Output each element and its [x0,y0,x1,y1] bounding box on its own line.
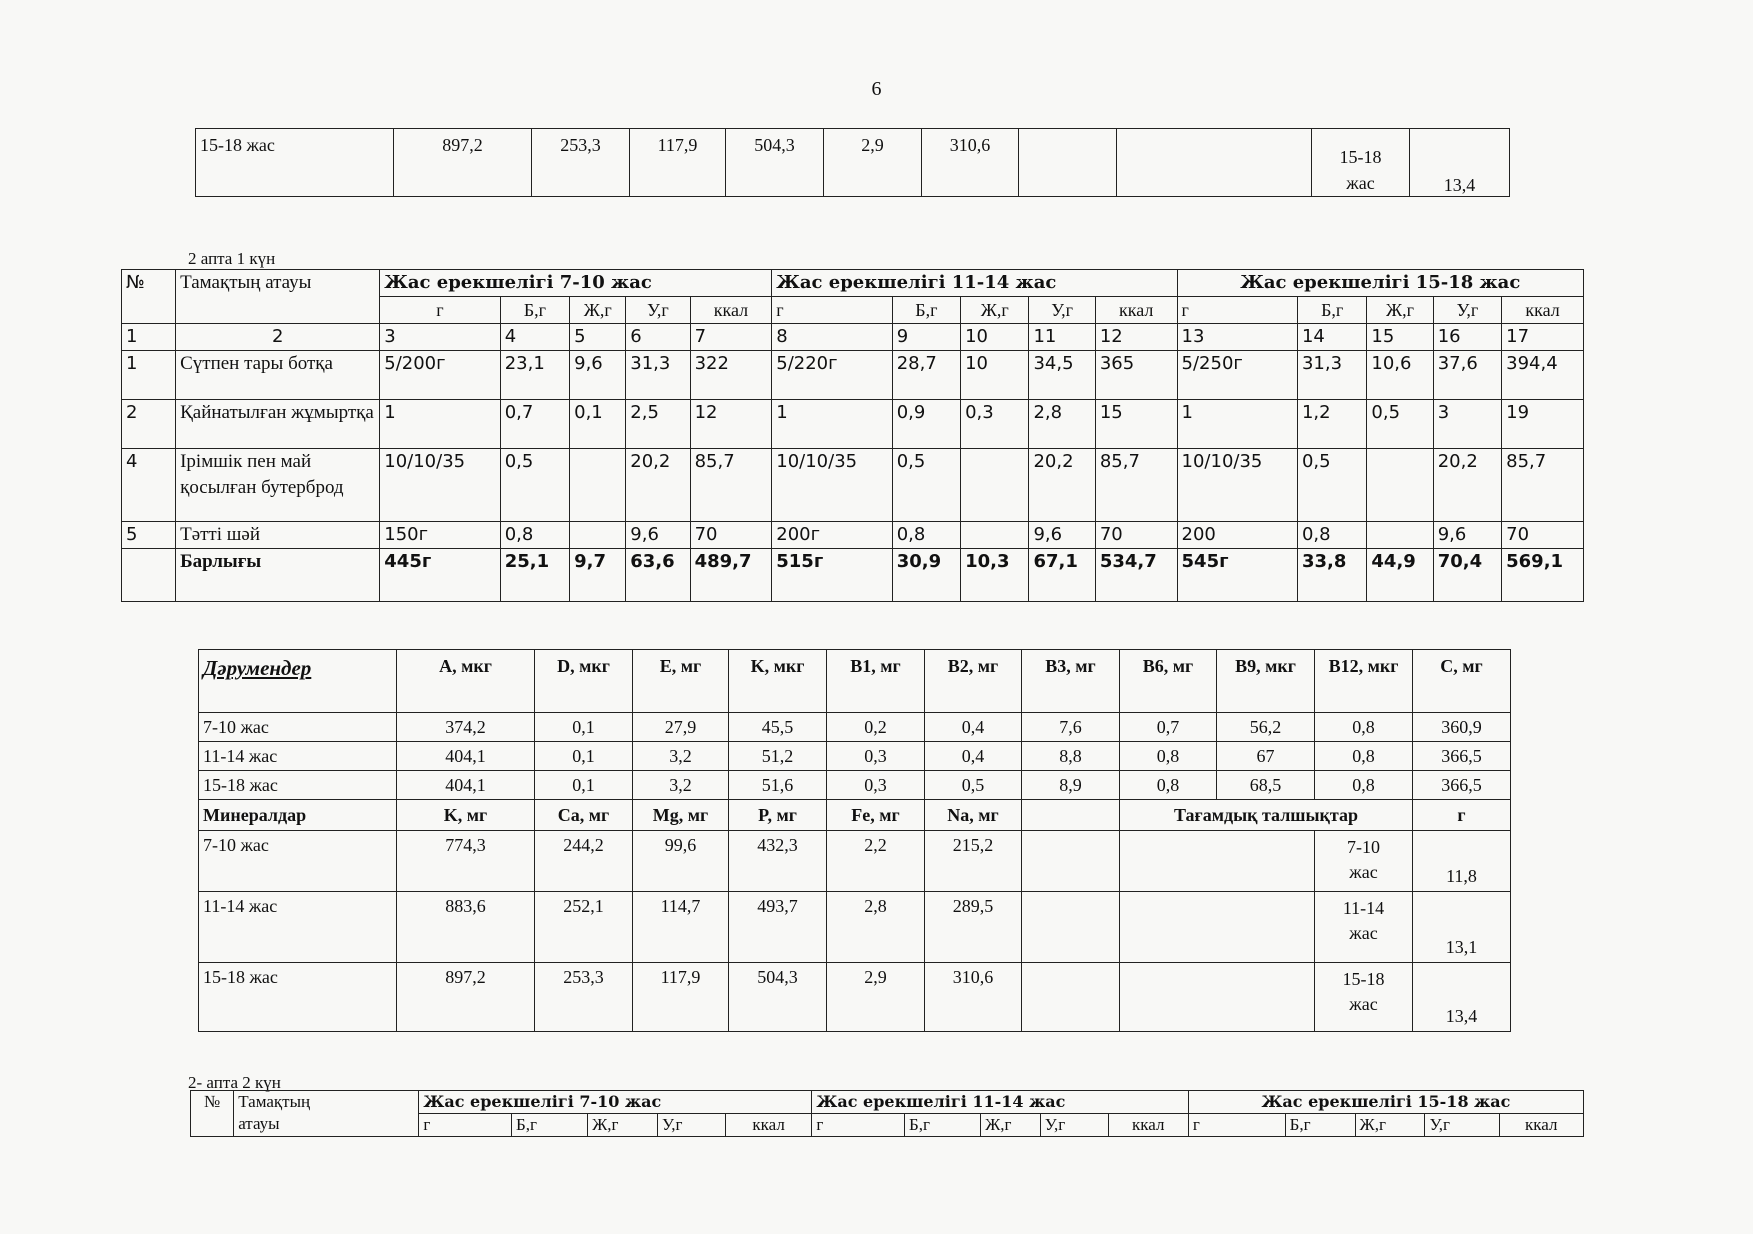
nutrient-cell: 5/200г [380,351,500,400]
empty-cell [1120,963,1315,1032]
vitamin-value: 7,6 [1022,713,1120,742]
total-cell: 569,1 [1502,549,1584,602]
nutrient-cell: 23,1 [500,351,569,400]
vitamin-value: 0,1 [535,713,633,742]
vitamin-value: 0,4 [925,742,1022,771]
vitamin-value: 0,1 [535,771,633,800]
vitamin-value: 0,3 [827,742,925,771]
subheader: Ж,г [1355,1114,1425,1137]
col-no-header: № [122,270,176,324]
vitamin-value: 3,2 [633,742,729,771]
group-header-15-18: Жас ерекшелігі 15-18 жас [1177,270,1583,297]
subheader: У,г [1433,297,1501,324]
age-cell: 15-18 жас [199,771,397,800]
vitamins-minerals-table [198,649,1511,1032]
subheader: Б,г [1297,297,1366,324]
mineral-value: 244,2 [535,831,633,892]
nutrient-cell: 10/10/35 [1177,449,1297,522]
mineral-value: 117,9 [633,963,729,1032]
empty-cell [1117,129,1312,197]
mineral-value: 504,3 [729,963,827,1032]
total-cell: 534,7 [1095,549,1177,602]
vitamin-header: A, мкг [397,650,535,713]
col-number: 6 [626,324,690,351]
nutrient-cell: 1 [1177,400,1297,449]
group-header-11-14: Жас ерекшелігі 11-14 жас [772,270,1177,297]
col-number: 17 [1502,324,1584,351]
value-cell: 2,9 [824,129,922,197]
next-table-caption: 2- апта 2 күн [188,1073,281,1092]
nutrient-cell: 12 [690,400,772,449]
subheader: Б,г [904,1114,980,1137]
mineral-header: K, мг [397,800,535,831]
subheader: Ж,г [588,1114,658,1137]
vitamin-row [199,742,1511,771]
fiber-age-line: жас [1349,923,1378,943]
total-cell: 63,6 [626,549,690,602]
age-cell: 11-14 жас [199,892,397,963]
value-cell: 253,3 [532,129,630,197]
value-cell: 117,9 [630,129,726,197]
subheader: г [419,1114,512,1137]
vitamin-value: 56,2 [1217,713,1315,742]
col-no-header: № [191,1091,234,1137]
top-fragment-row [196,129,1510,197]
fiber-value-cell: 13,4 [1410,129,1510,197]
nutrient-cell: 10,6 [1367,351,1433,400]
nutrient-cell: 85,7 [690,449,772,522]
nutrient-cell: 85,7 [1502,449,1584,522]
vitamin-value: 0,1 [535,742,633,771]
subheader: Ж,г [961,297,1029,324]
nutrient-cell: 1,2 [1297,400,1366,449]
nutrient-cell: 0,5 [1297,449,1366,522]
empty-cell [1120,892,1315,963]
row-number: 5 [122,522,176,549]
col-number: 15 [1367,324,1433,351]
fiber-age-cell [1315,831,1413,892]
col-number: 8 [772,324,892,351]
age-cell: 7-10 жас [199,831,397,892]
nutrient-cell: 20,2 [1433,449,1501,522]
nutrient-cell: 365 [1095,351,1177,400]
subheader: Ж,г [570,297,626,324]
subheader: Ж,г [981,1114,1041,1137]
nutrient-cell: 0,7 [500,400,569,449]
nutrient-cell: 394,4 [1502,351,1584,400]
row-number: 2 [122,400,176,449]
nutrient-cell [1367,522,1433,549]
nutrient-cell: 9,6 [570,351,626,400]
group-header-11-14: Жас ерекшелігі 11-14 жас [812,1091,1188,1114]
vitamin-value: 366,5 [1413,771,1511,800]
subheader: ккал [1108,1114,1188,1137]
total-cell: 30,9 [892,549,960,602]
fiber-unit-header: г [1413,800,1511,831]
nutrient-cell [1367,449,1433,522]
page-number: 6 [871,78,882,100]
nutrient-cell: 3 [1433,400,1501,449]
subheader: г [1177,297,1297,324]
nutrient-cell: 1 [772,400,892,449]
value-cell: 504,3 [726,129,824,197]
dish-name: Ірімшік пен май қосылған бутерброд [176,449,380,522]
col-number: 2 [176,324,380,351]
vitamin-header: K, мкг [729,650,827,713]
empty-cell [1120,831,1315,892]
vitamin-value: 67 [1217,742,1315,771]
nutrient-cell: 70 [1095,522,1177,549]
col-number: 10 [961,324,1029,351]
subheader: У,г [1040,1114,1108,1137]
vitamin-value: 404,1 [397,742,535,771]
vitamin-value: 0,8 [1120,771,1217,800]
vitamins-header-row [199,650,1511,713]
subheader: г [380,297,500,324]
nutrient-cell: 2,5 [626,400,690,449]
mineral-row [199,831,1511,892]
meal-total-row [122,549,1584,602]
vitamin-value: 45,5 [729,713,827,742]
mineral-header: Fe, мг [827,800,925,831]
subheader: У,г [658,1114,726,1137]
top-fragment-table [195,128,1510,197]
nutrient-cell: 0,5 [892,449,960,522]
meal-row [122,522,1584,549]
col-number: 5 [570,324,626,351]
nutrient-cell [570,449,626,522]
mineral-value: 2,8 [827,892,925,963]
vitamin-value: 27,9 [633,713,729,742]
vitamin-value: 8,8 [1022,742,1120,771]
mineral-row [199,892,1511,963]
next-meal-table [190,1090,1584,1137]
vitamin-row [199,771,1511,800]
nutrient-cell: 9,6 [626,522,690,549]
col-number: 3 [380,324,500,351]
subheader: г [772,297,892,324]
nutrient-cell: 70 [1502,522,1584,549]
mineral-value: 493,7 [729,892,827,963]
nutrient-cell: 20,2 [1029,449,1095,522]
empty-cell [1022,963,1120,1032]
mineral-row [199,963,1511,1032]
nutrient-cell: 15 [1095,400,1177,449]
group-header-7-10: Жас ерекшелігі 7-10 жас [419,1091,812,1114]
meal-table [121,269,1584,602]
vitamins-title-text: Дәрумендер [203,656,312,680]
subheader: ккал [690,297,772,324]
nutrient-cell: 0,8 [892,522,960,549]
col-number: 9 [892,324,960,351]
vitamin-header: E, мг [633,650,729,713]
total-label: Барлығы [176,549,380,602]
vitamin-rows [199,713,1511,800]
fiber-value: 11,8 [1413,831,1511,892]
fiber-age-line: жас [1349,994,1378,1014]
vitamin-header: C, мг [1413,650,1511,713]
vitamin-value: 51,6 [729,771,827,800]
mineral-value: 289,5 [925,892,1022,963]
col-name-header: Тамақтың атауы [176,270,380,324]
vitamin-value: 0,4 [925,713,1022,742]
subheader: Б,г [1285,1114,1355,1137]
column-number-row [122,324,1584,351]
empty-cell [1022,800,1120,831]
meal-row [122,351,1584,400]
mineral-value: 2,9 [827,963,925,1032]
nutrient-cell: 31,3 [626,351,690,400]
nutrient-cell: 0,5 [500,449,569,522]
nutrient-cell: 0,8 [500,522,569,549]
col-name-line: атауы [238,1114,280,1133]
total-cell: 25,1 [500,549,569,602]
subheader: ккал [1499,1114,1583,1137]
total-cell: 489,7 [690,549,772,602]
subheader: ккал [725,1114,811,1137]
nutrient-cell: 70 [690,522,772,549]
vitamin-header: B3, мг [1022,650,1120,713]
dish-name: Тәтті шәй [176,522,380,549]
vitamin-value: 366,5 [1413,742,1511,771]
mineral-value: 252,1 [535,892,633,963]
vitamin-value: 51,2 [729,742,827,771]
nutrient-cell: 0,5 [1367,400,1433,449]
fiber-header: Тағамдық талшықтар [1120,800,1413,831]
group-header-15-18: Жас ерекшелігі 15-18 жас [1188,1091,1583,1114]
nutrient-cell: 1 [380,400,500,449]
next-header-row [191,1091,1584,1114]
subheader: У,г [626,297,690,324]
mineral-value: 114,7 [633,892,729,963]
nutrient-cell: 19 [1502,400,1584,449]
total-cell: 10,3 [961,549,1029,602]
vitamin-value: 0,8 [1315,713,1413,742]
subheader: Ж,г [1367,297,1433,324]
col-number: 1 [122,324,176,351]
nutrient-cell: 5/220г [772,351,892,400]
col-name-line: Тамақтың [238,1092,311,1111]
nutrient-cell: 10/10/35 [380,449,500,522]
fiber-age-line: жас [1349,862,1378,882]
mineral-value: 253,3 [535,963,633,1032]
nutrient-cell: 9,6 [1433,522,1501,549]
total-cell: 33,8 [1297,549,1366,602]
mineral-rows [199,831,1511,1032]
vitamins-title [199,650,397,713]
vitamin-header: B12, мкг [1315,650,1413,713]
col-name-header [234,1091,419,1137]
meal-row [122,449,1584,522]
vitamin-value: 360,9 [1413,713,1511,742]
nutrient-cell: 150г [380,522,500,549]
nutrient-cell: 200 [1177,522,1297,549]
col-number: 16 [1433,324,1501,351]
subheader: Б,г [511,1114,587,1137]
row-number: 1 [122,351,176,400]
subheader: У,г [1425,1114,1499,1137]
empty-cell [1022,831,1120,892]
mineral-value: 99,6 [633,831,729,892]
vitamin-value: 3,2 [633,771,729,800]
total-cell: 44,9 [1367,549,1433,602]
meal-header-row [122,270,1584,297]
minerals-title: Минералдар [199,800,397,831]
total-cell: 515г [772,549,892,602]
vitamin-row [199,713,1511,742]
vitamin-value: 0,8 [1315,742,1413,771]
meal-rows [122,351,1584,549]
vitamin-value: 0,2 [827,713,925,742]
nutrient-cell: 0,8 [1297,522,1366,549]
subheader: У,г [1029,297,1095,324]
vitamin-header: D, мкг [535,650,633,713]
fiber-age-line: 7-10 [1347,837,1380,857]
mineral-header: Mg, мг [633,800,729,831]
subheader: Б,г [892,297,960,324]
nutrient-cell: 0,1 [570,400,626,449]
fiber-age-cell [1315,963,1413,1032]
age-cell: 7-10 жас [199,713,397,742]
vitamin-header: B1, мг [827,650,925,713]
mineral-header: P, мг [729,800,827,831]
nutrient-cell: 0,3 [961,400,1029,449]
vitamin-value: 0,8 [1315,771,1413,800]
mineral-header: Na, мг [925,800,1022,831]
col-number: 7 [690,324,772,351]
mineral-value: 432,3 [729,831,827,892]
vitamin-value: 374,2 [397,713,535,742]
minerals-header-row [199,800,1511,831]
empty-cell [1019,129,1117,197]
mineral-value: 215,2 [925,831,1022,892]
subheader: г [812,1114,905,1137]
meal-table-caption: 2 апта 1 күн [188,249,276,268]
nutrient-cell: 10 [961,351,1029,400]
nutrient-cell: 9,6 [1029,522,1095,549]
col-number: 14 [1297,324,1366,351]
mineral-value: 2,2 [827,831,925,892]
row-number: 4 [122,449,176,522]
vitamin-header: B9, мкг [1217,650,1315,713]
nutrient-cell: 2,8 [1029,400,1095,449]
total-cell: 67,1 [1029,549,1095,602]
fiber-age-cell [1312,129,1410,197]
vitamin-value: 404,1 [397,771,535,800]
vitamin-value: 8,9 [1022,771,1120,800]
mineral-value: 310,6 [925,963,1022,1032]
col-number: 11 [1029,324,1095,351]
nutrient-cell [961,522,1029,549]
group-header-7-10: Жас ерекшелігі 7-10 жас [380,270,772,297]
nutrient-cell: 37,6 [1433,351,1501,400]
mineral-value: 883,6 [397,892,535,963]
vitamin-value: 68,5 [1217,771,1315,800]
subheader: Б,г [500,297,569,324]
meal-row [122,400,1584,449]
dish-name: Сүтпен тары ботқа [176,351,380,400]
nutrient-cell: 322 [690,351,772,400]
dish-name: Қайнатылған жұмыртқа [176,400,380,449]
vitamin-header: B6, мг [1120,650,1217,713]
value-cell: 897,2 [394,129,532,197]
vitamin-value: 0,7 [1120,713,1217,742]
mineral-header: Ca, мг [535,800,633,831]
fiber-value: 13,1 [1413,892,1511,963]
empty-cell [122,549,176,602]
fiber-age-line: жас [1346,173,1375,193]
fiber-age-cell [1315,892,1413,963]
col-number: 13 [1177,324,1297,351]
value-cell: 310,6 [922,129,1019,197]
subheader: г [1188,1114,1285,1137]
fiber-age-line: 15-18 [1339,147,1382,167]
empty-cell [1022,892,1120,963]
nutrient-cell: 85,7 [1095,449,1177,522]
nutrient-cell: 34,5 [1029,351,1095,400]
col-number: 12 [1095,324,1177,351]
vitamin-value: 0,5 [925,771,1022,800]
nutrient-cell: 0,9 [892,400,960,449]
fiber-value: 13,4 [1413,963,1511,1032]
total-cell: 70,4 [1433,549,1501,602]
vitamin-value: 0,3 [827,771,925,800]
total-cell: 445г [380,549,500,602]
nutrient-cell: 20,2 [626,449,690,522]
age-cell: 15-18 жас [196,129,394,197]
total-cell: 9,7 [570,549,626,602]
nutrient-cell: 28,7 [892,351,960,400]
mineral-value: 897,2 [397,963,535,1032]
fiber-age-line: 15-18 [1342,969,1385,989]
subheader: ккал [1502,297,1584,324]
mineral-value: 774,3 [397,831,535,892]
col-number: 4 [500,324,569,351]
nutrient-cell: 10/10/35 [772,449,892,522]
nutrient-cell [570,522,626,549]
vitamin-header: B2, мг [925,650,1022,713]
subheader: ккал [1095,297,1177,324]
age-cell: 11-14 жас [199,742,397,771]
age-cell: 15-18 жас [199,963,397,1032]
nutrient-cell: 31,3 [1297,351,1366,400]
fiber-age-line: 11-14 [1342,898,1385,918]
nutrient-cell [961,449,1029,522]
nutrient-cell: 5/250г [1177,351,1297,400]
nutrient-cell: 200г [772,522,892,549]
vitamin-value: 0,8 [1120,742,1217,771]
total-cell: 545г [1177,549,1297,602]
